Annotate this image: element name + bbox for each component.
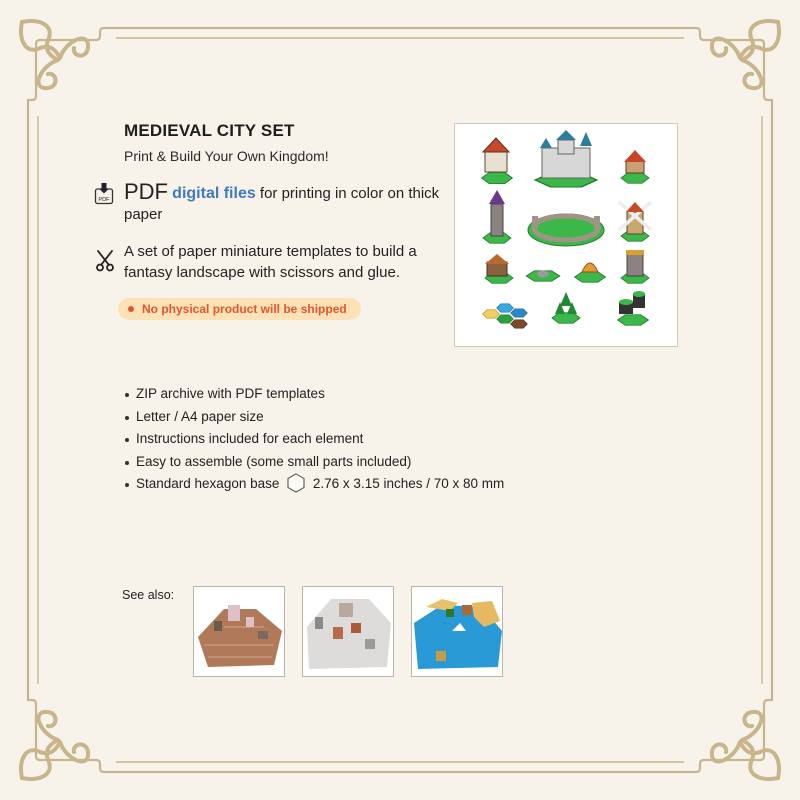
see-also-desert-set[interactable] [193, 586, 285, 677]
spec-hex-dimensions: 2.76 x 3.15 inches / 70 x 80 mm [312, 476, 505, 491]
see-also-island-set[interactable] [411, 586, 503, 677]
svg-text:PDF: PDF [98, 197, 110, 203]
island-set-thumbnail [412, 587, 502, 676]
feature-scissors: A set of paper miniature templates to build a fantasy landscape with scissors and glue. [124, 243, 417, 281]
hexagon-icon [286, 473, 306, 493]
no-shipping-badge [118, 298, 361, 320]
product-preview-image [454, 123, 678, 347]
desert-set-thumbnail [194, 587, 284, 676]
badge-text: No physical product will be shipped [142, 302, 347, 316]
product-title: MEDIEVAL CITY SET [124, 121, 295, 140]
pdf-feature-text: for printing in color on thick paper [124, 185, 440, 223]
spec-item: Easy to assemble (some small parts included) [124, 451, 504, 474]
spec-item: Letter / A4 paper size [124, 406, 504, 429]
see-also-label: See also: [122, 588, 175, 602]
digital-files-highlight: digital files [172, 185, 256, 202]
pdf-download-icon [94, 183, 114, 205]
product-subtitle: Print & Build Your Own Kingdom! [124, 148, 329, 164]
specs-list [124, 383, 504, 496]
miniatures-illustration [455, 124, 677, 346]
scissors-icon [95, 250, 115, 272]
spec-item-hexagon [124, 473, 504, 496]
see-also-winter-set[interactable] [302, 586, 394, 677]
pdf-label: PDF [124, 179, 168, 204]
spec-item: ZIP archive with PDF templates [124, 383, 504, 406]
feature-pdf [124, 181, 444, 225]
spec-hex-label: Standard hexagon base [136, 476, 280, 491]
spec-item: Instructions included for each element [124, 428, 504, 451]
badge-dot [128, 306, 134, 312]
winter-set-thumbnail [303, 587, 393, 676]
